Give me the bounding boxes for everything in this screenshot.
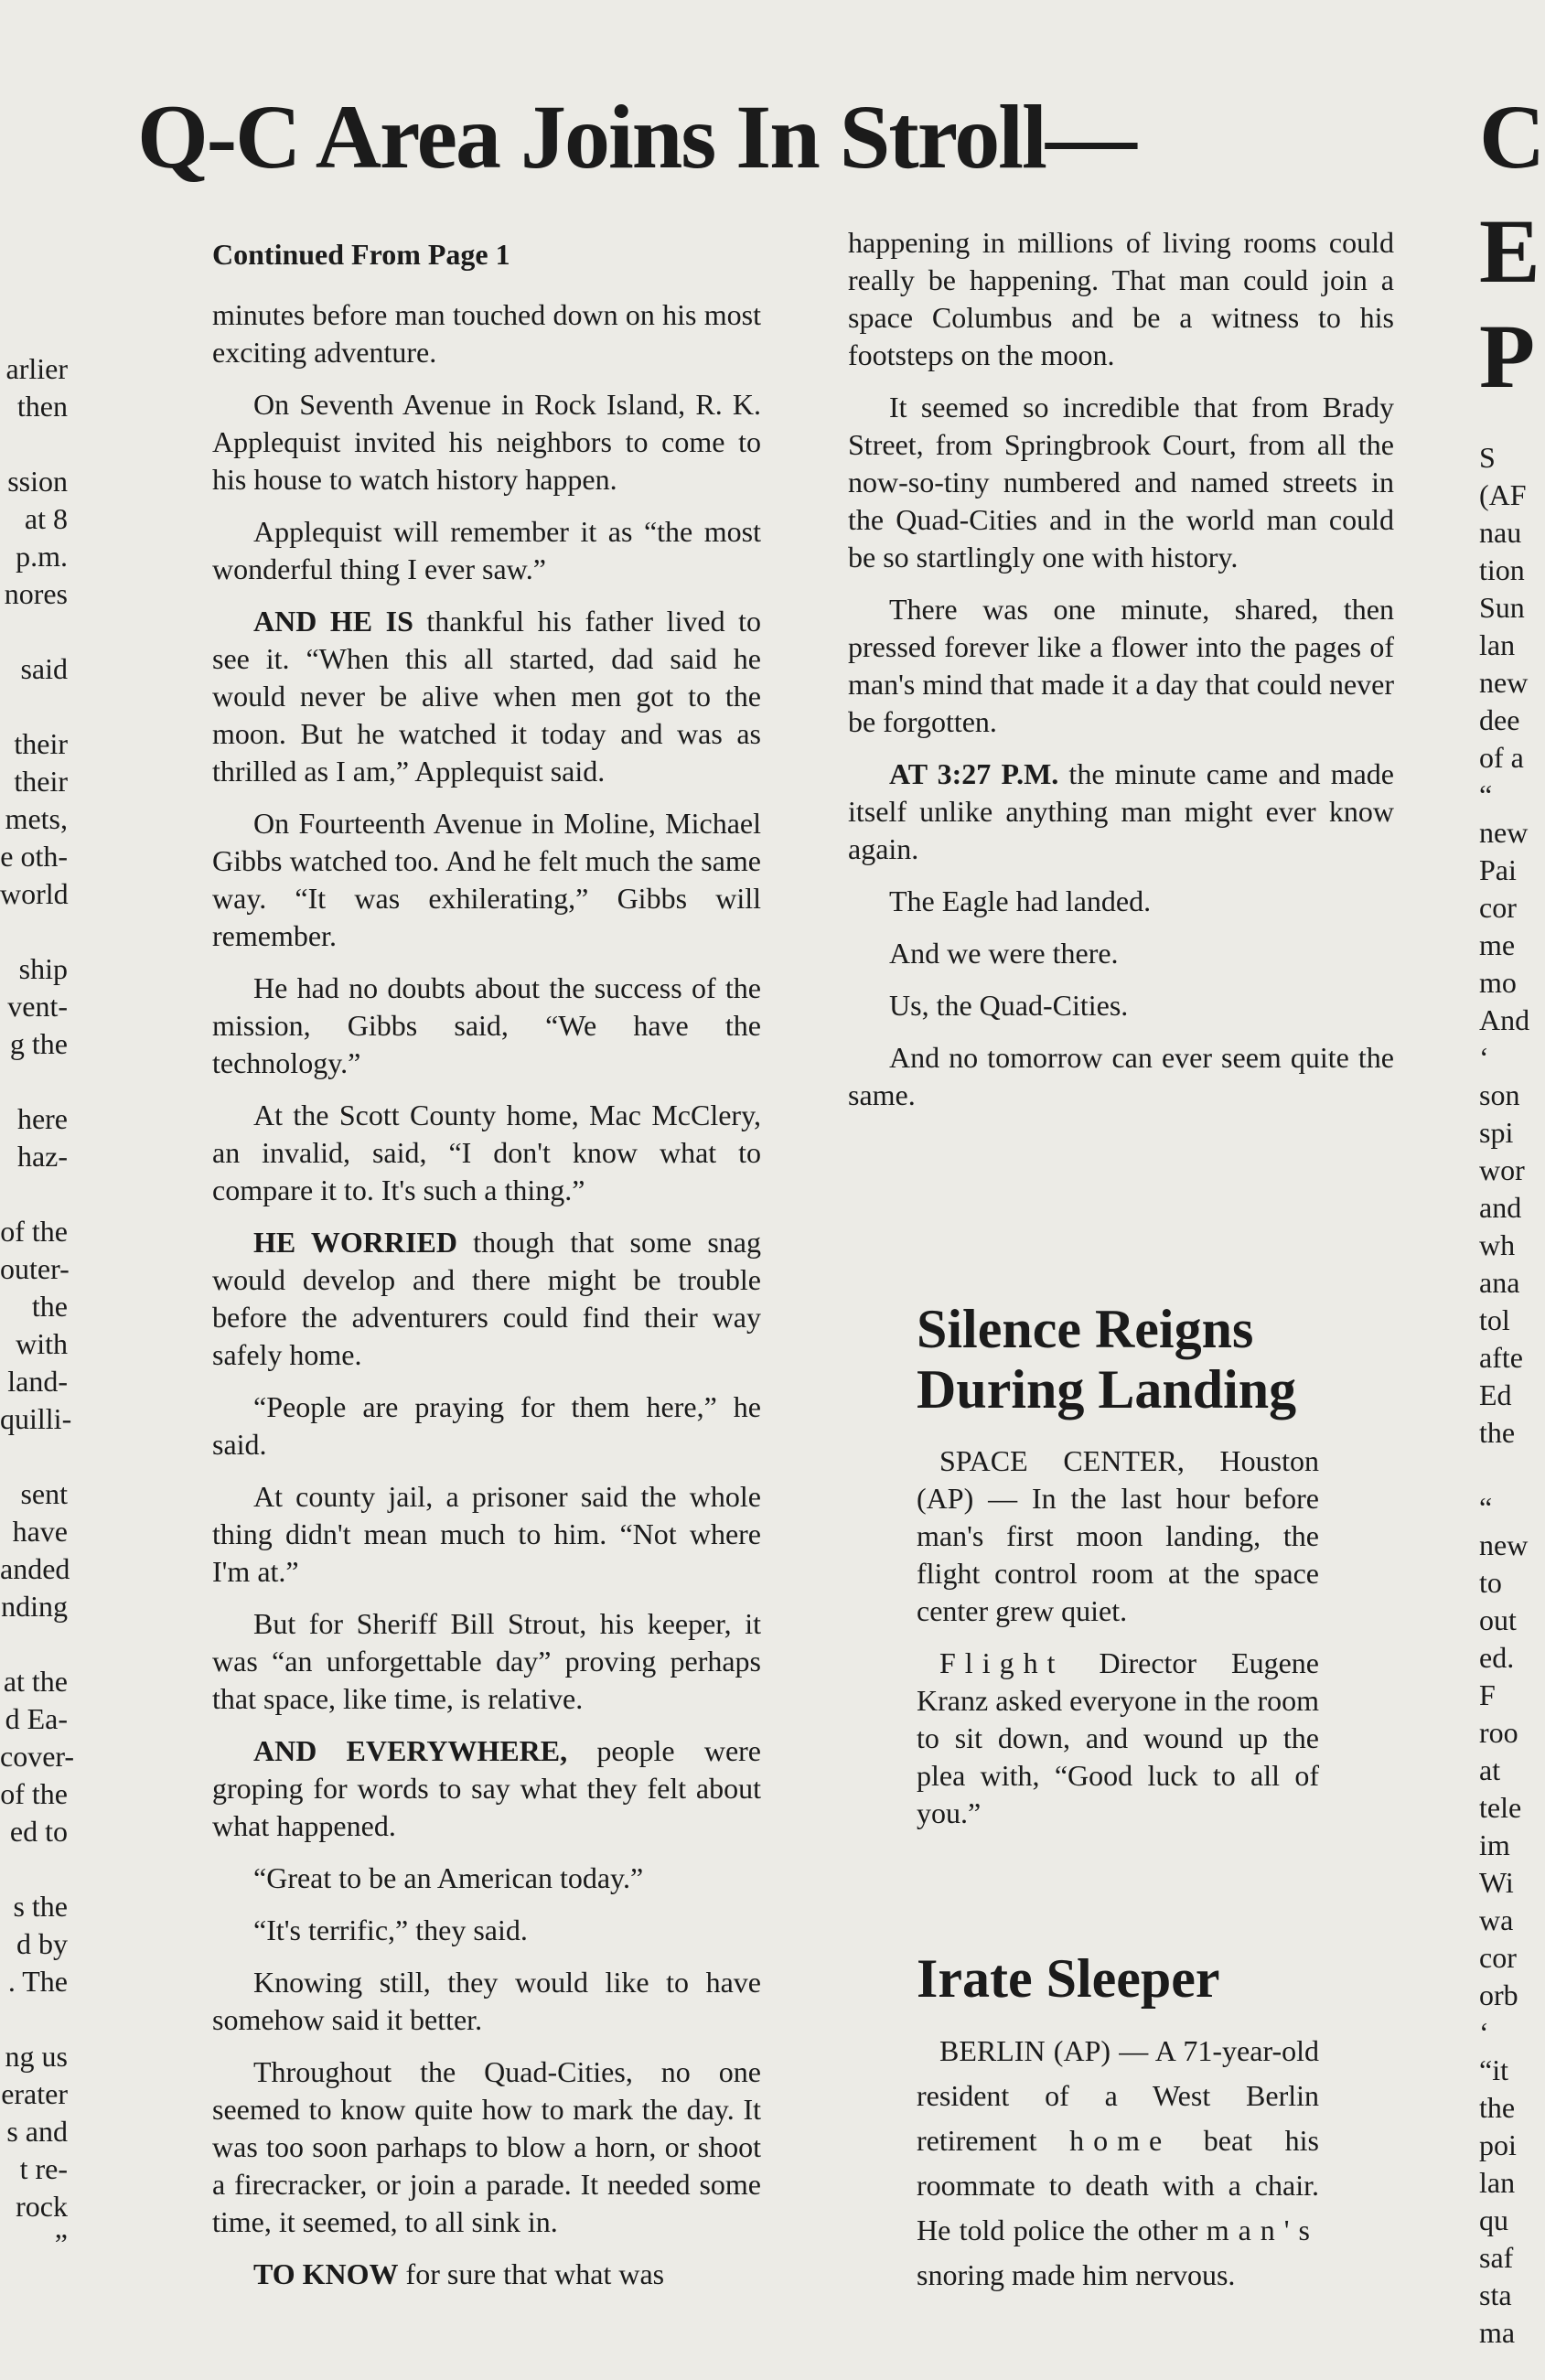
paragraph — [848, 1039, 1394, 1114]
paragraph-text: though that some snag would develop and there might be trouble before the adventurers could find their way safely home. — [212, 1226, 761, 1371]
silence-reigns-paragraph-1 — [917, 1442, 1319, 1630]
paragraph-text: “People are praying for them here,” he said. — [212, 1390, 761, 1461]
paragraph — [212, 1912, 761, 1949]
column-fragment: tion — [1479, 553, 1525, 586]
spaced-text: Flight — [939, 1646, 1065, 1679]
column-fragment: to — [1479, 1566, 1502, 1599]
paragraph — [212, 1097, 761, 1209]
paragraph-text: Us, the Quad-Cities. — [889, 989, 1129, 1022]
column-fragment: im — [1479, 1828, 1510, 1861]
paragraph-text: On Fourteenth Avenue in Moline, Michael Gibbs watched too. And he felt much the same way. “It was exhilerating,” Gibbs will remember. — [212, 807, 761, 952]
column-fragment: d Ea- — [5, 1702, 68, 1735]
irate-sleeper-paragraph — [917, 2029, 1319, 2298]
story-irate-sleeper — [917, 1948, 1319, 2312]
column-fragment: their — [14, 727, 68, 760]
paragraph — [848, 883, 1394, 920]
silence-reigns-headline-2: During Landing — [917, 1359, 1297, 1420]
paragraph — [848, 935, 1394, 972]
column-fragment: new — [1479, 1528, 1529, 1561]
spaced-text: home — [1069, 2124, 1172, 2157]
column-fragment: wa — [1479, 1903, 1514, 1936]
column-fragment: and — [1479, 1191, 1522, 1224]
paragraph-text: the minute came and made itself unlike anything man might ever know again. — [848, 757, 1395, 865]
column-fragment — [0, 1063, 68, 1100]
column-fragment: dee — [1479, 703, 1520, 736]
column-fragment: rock — [16, 2190, 68, 2223]
column-fragment: mo — [1479, 966, 1517, 999]
column-fragment: (AF — [1479, 478, 1527, 511]
column-fragment: arlier — [5, 352, 68, 385]
column-fragment: land- — [7, 1365, 68, 1398]
column-fragment: wh — [1479, 1228, 1516, 1261]
column-fragment: . The — [7, 1965, 68, 1998]
paragraph — [848, 389, 1394, 576]
paragraph — [212, 603, 761, 790]
paragraph-text: Knowing still, they would like to have somehow said it better. — [212, 1966, 761, 2036]
dateline: BERLIN (AP) — — [939, 2034, 1149, 2067]
column-fragment: poi — [1479, 2128, 1517, 2161]
paragraph-lead: AT 3:27 P.M. — [889, 757, 1059, 790]
continued-label: Continued From Page 1 — [212, 238, 510, 271]
column-fragment: nding — [1, 1590, 68, 1623]
paragraph — [848, 987, 1394, 1024]
column-fragment: ” — [54, 2227, 68, 2260]
paragraph-lead: AND EVERYWHERE, — [253, 1734, 568, 1767]
column-fragment: the — [31, 1290, 68, 1323]
column-fragment — [0, 613, 68, 650]
column-fragment: out — [1479, 1603, 1517, 1636]
paragraph — [212, 1605, 761, 1718]
silence-reigns-headline-1: Silence Reigns — [917, 1299, 1254, 1359]
paragraph-text: snoring made him nervous. — [917, 2258, 1236, 2291]
column-fragment: the — [1479, 1416, 1516, 1449]
paragraph-text: And no tomorrow can ever seem quite the same. — [848, 1041, 1394, 1111]
column-fragment: their — [14, 765, 68, 798]
column-fragment: afte — [1479, 1341, 1523, 1374]
dateline: SPACE CENTER, — [939, 1444, 1185, 1477]
right-headline-fragment-1: C — [1479, 86, 1545, 188]
column-1 — [212, 236, 761, 2308]
paragraph-text: Throughout the Quad-Cities, no one seemed to know quite how to mark the day. It was too soon parhaps to blow a horn, or shoot a firecracker, or join a parade. It needed some time, it seemed, to all sink in. — [212, 2055, 761, 2238]
column-fragment: “ — [1479, 1491, 1493, 1524]
column-fragment: spi — [1479, 1116, 1514, 1149]
column-fragment: Pai — [1479, 853, 1517, 886]
paragraph-text: thankful his father lived to see it. “When this all started, dad said he would never be alive when men got to the moon. But he watched it today and was as thrilled as I am,” Applequist said. — [212, 605, 761, 788]
paragraph — [212, 2053, 761, 2241]
column-fragment: ed. — [1479, 1641, 1515, 1674]
column-fragment: ship — [18, 952, 68, 985]
silence-reigns-paragraph-2 — [917, 1645, 1319, 1832]
paragraph-text: And we were there. — [889, 937, 1119, 970]
paragraph — [212, 805, 761, 955]
column-fragment: ssion — [7, 465, 68, 498]
paragraph-text: The Eagle had landed. — [889, 884, 1152, 917]
spaced-text: man's — [1206, 2214, 1319, 2246]
story-silence-reigns — [917, 1299, 1319, 1847]
headline: Q-C Area Joins In Stroll— — [137, 86, 1135, 188]
column-fragment: ed to — [9, 1815, 68, 1848]
column-fragment: “it — [1479, 2053, 1508, 2086]
paragraph-text: “It's terrific,” they said. — [253, 1914, 528, 1946]
paragraph — [848, 224, 1394, 374]
column-fragment: s and — [6, 2115, 68, 2148]
column-fragment: tele — [1479, 1791, 1522, 1824]
column-fragment: Ed — [1479, 1378, 1512, 1411]
column-fragment: here — [16, 1102, 68, 1135]
paragraph — [212, 386, 761, 499]
paragraph — [848, 591, 1394, 741]
column-fragment: son — [1479, 1078, 1520, 1111]
right-column-fragments — [1479, 439, 1530, 2352]
paragraph-text: At county jail, a prisoner said the whole thing didn't mean much to him. “Not where I'm at.” — [212, 1480, 761, 1588]
column-fragment: me — [1479, 928, 1516, 961]
paragraph — [212, 1964, 761, 2039]
column-fragment: have — [12, 1515, 68, 1548]
column-fragment: p.m. — [16, 540, 68, 573]
column-fragment — [0, 2000, 68, 2038]
paragraph-text: A 71-year-old resident of a West Berlin retirement — [917, 2034, 1319, 2157]
paragraph — [212, 296, 761, 371]
column-fragment: of the — [0, 1777, 68, 1810]
column-fragment: the — [1479, 2091, 1516, 2124]
column-fragment — [1479, 1452, 1516, 1489]
paragraph — [212, 970, 761, 1082]
column-fragment: outer- — [0, 1252, 70, 1285]
column-fragment: t re- — [19, 2152, 68, 2185]
column-fragment: of a — [1479, 741, 1524, 774]
column-fragment: ana — [1479, 1266, 1520, 1299]
column-fragment: at the — [3, 1665, 68, 1698]
column-fragment — [0, 688, 68, 725]
paragraph-text: for sure that what was — [398, 2257, 665, 2290]
paragraph-text: beat his roommate to death with a chair. He told police the other — [917, 2124, 1319, 2246]
column-fragment: Sun — [1479, 591, 1525, 624]
column-fragment: ‘ — [1479, 2016, 1489, 2049]
paragraph — [212, 1478, 761, 1591]
column-fragment: haz- — [16, 1140, 68, 1173]
column-fragment: “ — [1479, 778, 1493, 811]
column-2 — [848, 224, 1394, 1129]
paragraph-text: At the Scott County home, Mac McClery, an invalid, said, “I don't know what to compare it to. It's such a thing.” — [212, 1099, 761, 1206]
column-fragment: ng us — [5, 2040, 68, 2073]
column-fragment: quilli- — [0, 1402, 72, 1435]
left-column-fragments — [0, 350, 75, 2263]
column-fragment: tol — [1479, 1303, 1510, 1336]
paragraph — [212, 1860, 761, 1897]
paragraph-text: But for Sheriff Bill Strout, his keeper, it was “an unforgettable day” proving perhaps that space, like time, is relative. — [212, 1607, 761, 1715]
column-fragment — [0, 1850, 68, 1888]
paragraph-text: On Seventh Avenue in Rock Island, R. K. Applequist invited his neighbors to come to his house to watch history happen. — [212, 388, 761, 496]
column-fragment: lan — [1479, 628, 1516, 661]
column-fragment: e oth- — [0, 840, 68, 873]
column-fragment: sent — [20, 1477, 68, 1510]
column-fragment: cor — [1479, 891, 1517, 924]
column-fragment: lan — [1479, 2166, 1516, 2199]
column-fragment: ‘ — [1479, 1041, 1489, 1074]
paragraph-text: Director Eugene Kranz asked everyone in the room to sit down, and wound up the plea with, “Good luck to all of you.” — [917, 1646, 1319, 1829]
column-fragment: cor — [1479, 1941, 1517, 1974]
column-fragment: sta — [1479, 2278, 1512, 2311]
paragraph-text: Applequist will remember it as “the most wonderful thing I ever saw.” — [212, 515, 761, 585]
paragraph — [212, 1388, 761, 1463]
column-fragment: anded — [0, 1552, 70, 1585]
column-fragment — [0, 913, 68, 950]
column-fragment: world — [0, 877, 69, 910]
paragraph-text: happening in millions of living rooms could really be happening. That man could join a space Columbus and be a witness to his footsteps on the moon. — [848, 226, 1394, 371]
column-fragment: s the — [13, 1890, 68, 1923]
right-headline-fragment-2: E — [1479, 200, 1540, 302]
column-fragment: new — [1479, 816, 1529, 849]
column-fragment: with — [16, 1327, 68, 1360]
column-fragment: then — [16, 390, 68, 423]
column-fragment: at 8 — [24, 502, 68, 535]
paragraph — [212, 1732, 761, 1845]
paragraph-text: Houston (AP) — In the last hour before man's first moon landing, the flight control room at the space center grew quiet. — [917, 1444, 1320, 1627]
column-fragment: new — [1479, 666, 1529, 699]
column-fragment: wor — [1479, 1153, 1525, 1186]
paragraph-lead: AND HE IS — [253, 605, 413, 638]
column-fragment: Wi — [1479, 1866, 1514, 1899]
paragraph — [212, 513, 761, 588]
paragraph — [212, 1224, 761, 1374]
column-fragment: nau — [1479, 516, 1522, 549]
column-fragment: cover- — [0, 1740, 75, 1773]
column-fragment: mets, — [5, 802, 68, 835]
irate-sleeper-headline: Irate Sleeper — [917, 1948, 1220, 2009]
column-fragment — [0, 425, 68, 463]
column-fragment: And — [1479, 1003, 1530, 1036]
paragraph-text: “Great to be an American today.” — [253, 1861, 644, 1894]
column-fragment: erater — [1, 2077, 68, 2110]
column-fragment: roo — [1479, 1716, 1518, 1749]
column-fragment: orb — [1479, 1978, 1518, 2011]
paragraph-text: It seemed so incredible that from Brady Street, from Springbrook Court, from all the now-so-tiny numbered and named streets in the Quad-Cities and in the world man could be so startlingly one with history. — [848, 391, 1394, 574]
paragraph — [848, 756, 1394, 868]
paragraph-text: people were groping for words to say what they felt about what happened. — [212, 1734, 762, 1842]
column-fragment: said — [20, 652, 68, 685]
paragraph-lead: HE WORRIED — [253, 1226, 457, 1259]
column-fragment: F — [1479, 1678, 1496, 1711]
paragraph-text: He had no doubts about the success of the mission, Gibbs said, “We have the technology.” — [212, 971, 761, 1079]
column-fragment: ma — [1479, 2316, 1516, 2349]
column-fragment: nores — [4, 577, 68, 610]
column-fragment — [0, 1438, 68, 1475]
column-fragment — [0, 1625, 68, 1663]
column-fragment: of the — [0, 1215, 68, 1248]
column-fragment: at — [1479, 1753, 1501, 1786]
column-fragment: vent- — [7, 990, 68, 1023]
column-fragment: saf — [1479, 2241, 1514, 2274]
paragraph-lead: TO KNOW — [253, 2257, 399, 2290]
column-fragment: d by — [16, 1927, 68, 1960]
paragraph — [212, 2256, 761, 2293]
paragraph-text: minutes before man touched down on his most exciting adventure. — [212, 298, 761, 369]
column-fragment: qu — [1479, 2203, 1508, 2236]
column-fragment — [0, 1175, 68, 1213]
right-headline-fragment-3: P — [1479, 306, 1536, 407]
paragraph-text: There was one minute, shared, then pressed forever like a flower into the pages of man's mind that made it a day that could never be forgotten. — [848, 593, 1394, 738]
column-fragment: g the — [9, 1027, 68, 1060]
column-fragment: S — [1479, 441, 1496, 474]
